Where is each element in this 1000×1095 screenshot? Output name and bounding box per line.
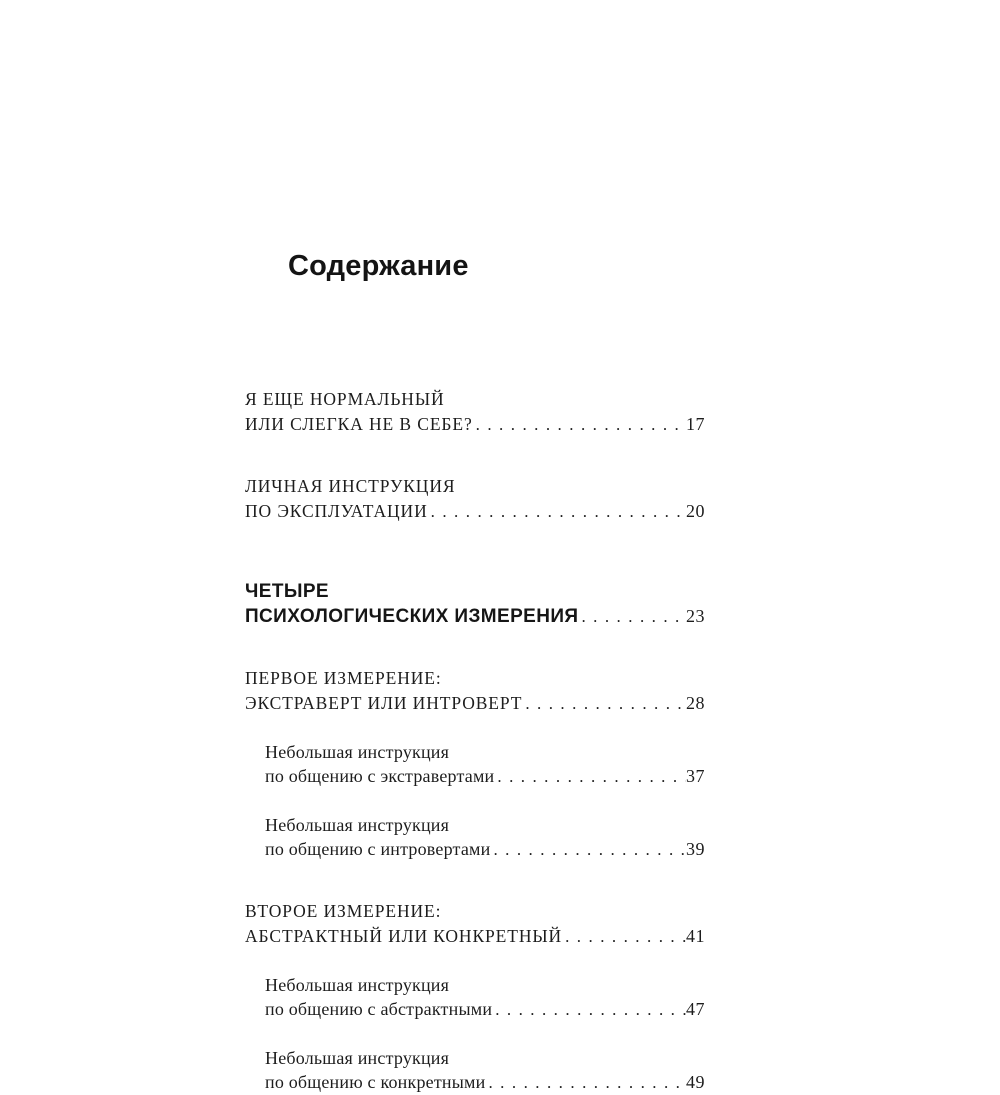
toc-entry-text: АБСТРАКТНЫЙ ИЛИ КОНКРЕТНЫЙ — [245, 926, 563, 946]
toc-page-number: 49 — [686, 1072, 705, 1092]
toc-entry-first-line: Небольшая инструкция — [265, 815, 450, 835]
toc-page-number: 28 — [686, 693, 705, 713]
toc-entry — [245, 973, 705, 1022]
toc-entry-first-line: Небольшая инструкция — [265, 975, 450, 995]
toc-page-number: 41 — [686, 926, 705, 946]
dot-leader — [488, 1070, 686, 1095]
toc-page-number: 20 — [686, 501, 705, 521]
dot-leader — [431, 499, 686, 524]
toc-entry-second-line — [245, 412, 705, 437]
toc-entry-second-line — [245, 604, 705, 629]
toc-entry-first-line: Я ЕЩЕ НОРМАЛЬНЫЙ — [245, 389, 445, 409]
toc-entry-first-line: Небольшая инструкция — [265, 1048, 450, 1068]
toc-entry-second-line — [245, 764, 705, 789]
toc-page-number: 47 — [686, 999, 705, 1019]
dot-leader — [581, 604, 686, 629]
toc-entry-second-line — [245, 924, 705, 949]
toc-entry-first-line: ЧЕТЫРЕ — [245, 581, 329, 602]
toc-entry — [245, 666, 705, 716]
toc-page-number: 17 — [686, 414, 705, 434]
toc-entry — [245, 387, 705, 437]
dot-leader — [525, 691, 686, 716]
toc-entry-first-line: ПЕРВОЕ ИЗМЕРЕНИЕ: — [245, 668, 442, 688]
toc-entry-second-line — [245, 997, 705, 1022]
toc-entry — [245, 1046, 705, 1095]
toc-entry-second-line — [245, 837, 705, 862]
table-of-contents-page — [245, 250, 705, 1095]
dot-leader — [497, 764, 686, 789]
toc-page-number: 39 — [686, 839, 705, 859]
toc-entry-second-line — [245, 691, 705, 716]
dot-leader — [495, 997, 686, 1022]
toc-entry-text: по общению с экстравертами — [265, 766, 495, 786]
toc-entry-second-line — [245, 499, 705, 524]
toc-entry-text: ПО ЭКСПЛУАТАЦИИ — [245, 501, 428, 521]
dot-leader — [493, 837, 686, 862]
toc-entry-text: по общению с конкретными — [265, 1072, 486, 1092]
toc-page-number: 23 — [686, 606, 705, 626]
toc-entry — [245, 899, 705, 949]
toc-entry-text: ИЛИ СЛЕГКА НЕ В СЕБЕ? — [245, 414, 473, 434]
toc-entry-first-line: ВТОРОЕ ИЗМЕРЕНИЕ: — [245, 901, 442, 921]
toc-entry-text: по общению с абстрактными — [265, 999, 493, 1019]
toc-entry-text: ПСИХОЛОГИЧЕСКИХ ИЗМЕРЕНИЯ — [245, 606, 579, 627]
toc-list — [245, 387, 705, 1095]
toc-entry — [245, 740, 705, 789]
toc-entry — [245, 474, 705, 524]
dot-leader — [476, 412, 686, 437]
toc-entry — [245, 813, 705, 862]
toc-entry — [245, 579, 705, 629]
toc-entry-first-line: ЛИЧНАЯ ИНСТРУКЦИЯ — [245, 476, 456, 496]
toc-page-number: 37 — [686, 766, 705, 786]
dot-leader — [565, 924, 686, 949]
toc-entry-second-line — [245, 1070, 705, 1095]
toc-entry-text: по общению с интровертами — [265, 839, 491, 859]
page-title: Содержание — [288, 250, 469, 282]
toc-entry-text: ЭКСТРАВЕРТ ИЛИ ИНТРОВЕРТ — [245, 693, 523, 713]
toc-entry-first-line: Небольшая инструкция — [265, 742, 450, 762]
